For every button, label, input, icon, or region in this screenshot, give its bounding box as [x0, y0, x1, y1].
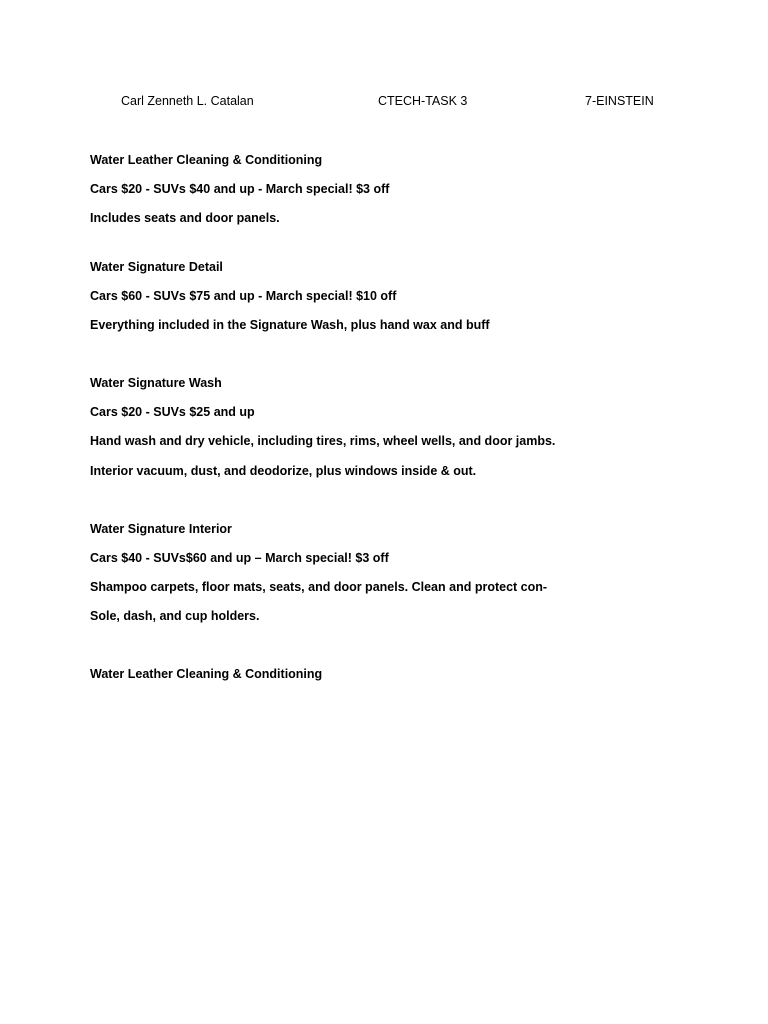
student-name: Carl Zenneth L. Catalan [121, 94, 254, 108]
service-description: Interior vacuum, dust, and deodorize, plus windows inside & out. [90, 464, 477, 478]
service-price: Cars $60 - SUVs $75 and up - March special! $10 off [90, 289, 397, 303]
service-price: Cars $20 - SUVs $40 and up - March special! $3 off [90, 182, 390, 196]
service-price: Cars $40 - SUVs$60 and up – March special! $3 off [90, 551, 389, 565]
service-description: Includes seats and door panels. [90, 211, 280, 225]
service-title: Water Signature Detail [90, 260, 223, 274]
service-title: Water Signature Interior [90, 522, 232, 536]
service-title: Water Leather Cleaning & Conditioning [90, 153, 323, 167]
service-price: Cars $20 - SUVs $25 and up [90, 405, 255, 419]
service-description: Shampoo carpets, floor mats, seats, and door panels. Clean and protect con- [90, 580, 548, 594]
service-title: Water Leather Cleaning & Conditioning [90, 667, 323, 681]
service-title: Water Signature Wash [90, 376, 222, 390]
task-title: CTECH-TASK 3 [378, 94, 468, 108]
document-header [0, 94, 768, 112]
service-description: Sole, dash, and cup holders. [90, 609, 260, 623]
service-description: Everything included in the Signature Wash, plus hand wax and buff [90, 318, 490, 332]
class-section: 7-EINSTEIN [585, 94, 654, 108]
service-description: Hand wash and dry vehicle, including tires, rims, wheel wells, and door jambs. [90, 434, 556, 448]
